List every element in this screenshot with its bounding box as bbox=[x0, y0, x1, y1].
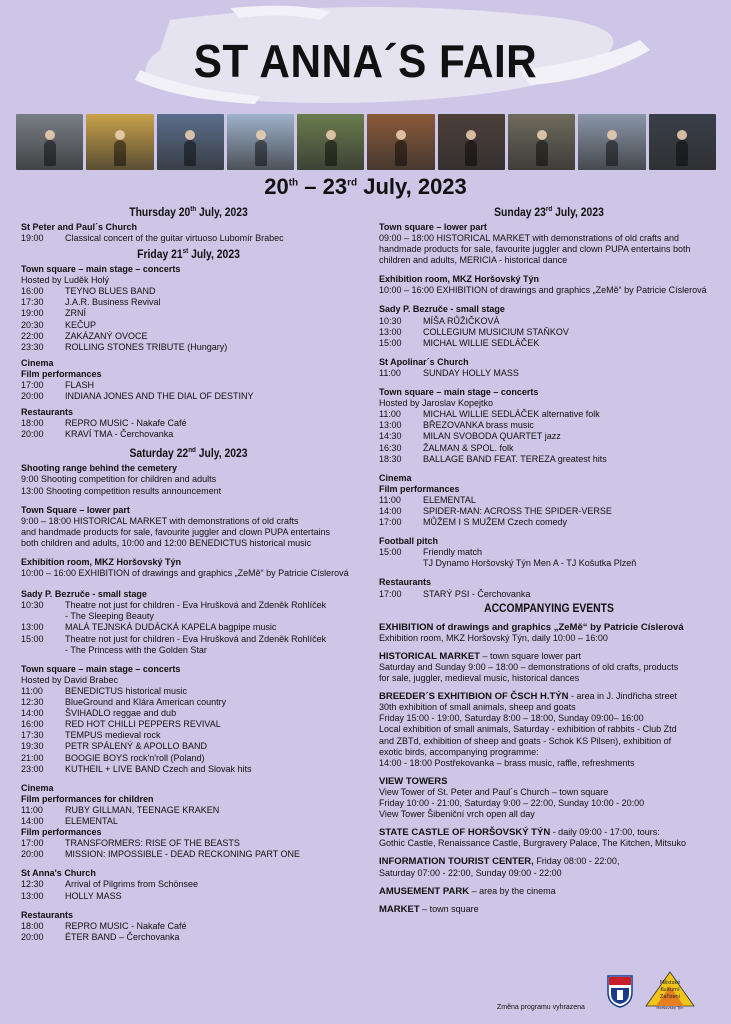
program-item: KUTHEIL + LIVE BAND Czech and Slovak hits bbox=[65, 763, 252, 774]
program-time: 16:00 bbox=[21, 286, 44, 297]
artist-photo bbox=[438, 114, 505, 170]
program-row bbox=[379, 443, 719, 454]
program-item: BENEDICTUS historical music bbox=[65, 685, 188, 696]
program-time: 12:30 bbox=[21, 697, 44, 708]
program-item: Friendly match TJ Dynamo Horšovský Týn Men A - TJ Košutka Plzeň bbox=[423, 547, 637, 569]
accompanying-event: INFORMATION TOURIST CENTER, Friday 08:00 - 22:00, Saturday 07:00 - 22:00, Sunday 09:00 - 22:00 bbox=[379, 856, 620, 878]
program-item: ZAKÁZANÝ OVOCE bbox=[65, 330, 148, 341]
program-row bbox=[379, 547, 719, 569]
program-item: Arrival of Pilgrims from Schönsee bbox=[65, 879, 199, 890]
program-row bbox=[379, 506, 719, 517]
text-line: children and adults, MERICIA - historical dance bbox=[379, 255, 568, 266]
program-time: 20:00 bbox=[21, 849, 44, 860]
program-item: MALÁ TEJNSKÁ DUDÁCKÁ KAPELA bagpipe music bbox=[65, 622, 277, 633]
accompanying-event: VIEW TOWERS View Tower of St. Peter and Paul´s Church – town square Friday 10:00 - 21:00, Saturday 9:00 – 22:00, Sunday 10:00 - 20:00 View Tower Šibeniční vrch open all day bbox=[379, 775, 645, 820]
program-item: RED HOT CHILLI PEPPERS REVIVAL bbox=[65, 719, 221, 730]
section-title: Town square – lower part bbox=[379, 221, 487, 232]
program-row bbox=[21, 418, 356, 429]
program-row bbox=[379, 368, 719, 379]
program-row bbox=[379, 327, 719, 338]
program-row bbox=[21, 331, 356, 342]
program-time: 13:00 bbox=[379, 326, 402, 337]
program-item: ŽALMAN & SPOL. folk bbox=[423, 442, 514, 453]
program-time: 16:30 bbox=[379, 442, 402, 453]
program-item: ŠVIHADLO reggae and dub bbox=[65, 708, 177, 719]
text-line: 13:00 Shooting competition results announcement bbox=[21, 485, 222, 496]
text-line: 10:00 – 16:00 EXHIBITION of drawings and graphics „ZeMě“ by Patricie Císlerová bbox=[21, 568, 349, 579]
day-heading-friday: Friday 21st July, 2023 bbox=[137, 248, 240, 261]
program-item: INDIANA JONES AND THE DIAL OF DESTINY bbox=[65, 391, 254, 402]
section-title: Restaurants bbox=[21, 909, 74, 920]
artist-photo bbox=[578, 114, 645, 170]
program-time: 13:00 bbox=[21, 890, 44, 901]
logo-text: Zařízení bbox=[659, 994, 681, 1000]
program-item: ROLLING STONES TRIBUTE (Hungary) bbox=[65, 341, 228, 352]
section-subtitle: Film performances bbox=[21, 368, 102, 379]
program-row bbox=[21, 634, 356, 656]
accompanying-heading: ACCOMPANYING EVENTS bbox=[484, 602, 614, 615]
program-row bbox=[21, 753, 356, 764]
program-row bbox=[379, 589, 719, 600]
program-time: 17:00 bbox=[21, 838, 44, 849]
section-host: Hosted by Jaroslav Kopejtko bbox=[379, 398, 494, 409]
accompanying-event: STATE CASTLE OF HORŠOVSKÝ TÝN - daily 09:00 - 17:00, tours: Gothic Castle, Renaissance Castle, Burgravery Palace, The Kitchen, Mitsuko bbox=[379, 827, 686, 849]
text-line: 09:00 – 18:00 HISTORICAL MARKET with demonstrations of old crafts and bbox=[379, 233, 679, 244]
program-item: MICHAL WILLIE SEDLÁČEK alternative folk bbox=[423, 409, 600, 420]
section-title: Restaurants bbox=[21, 407, 74, 418]
program-item: BlueGround and Klára American country bbox=[65, 697, 227, 708]
program-item: COLLEGIUM MUSICIUM STAŇKOV bbox=[423, 326, 569, 337]
program-time: 13:00 bbox=[379, 420, 402, 431]
right-column bbox=[379, 202, 719, 915]
program-row bbox=[21, 932, 356, 943]
program-item: MÍŠA RŮŽIČKOVÁ bbox=[423, 315, 500, 326]
program-row bbox=[21, 297, 356, 308]
program-row bbox=[379, 409, 719, 420]
program-item: MILAN SVOBODA QUARTET jazz bbox=[423, 431, 561, 442]
program-row bbox=[21, 921, 356, 932]
section-subtitle: Film performances bbox=[379, 483, 460, 494]
logo-text: Kulturní bbox=[660, 987, 680, 993]
program-time: 23:00 bbox=[21, 763, 44, 774]
program-item: KRAVÍ TMA - Čerchovanka bbox=[65, 429, 174, 440]
mkz-logo-icon bbox=[642, 970, 698, 1010]
program-time: 14:30 bbox=[379, 431, 402, 442]
artist-photo bbox=[157, 114, 224, 170]
program-time: 17:30 bbox=[21, 297, 44, 308]
program-time: 20:30 bbox=[21, 319, 44, 330]
day-heading-saturday: Saturday 22nd July, 2023 bbox=[129, 447, 248, 461]
program-time: 17:00 bbox=[21, 379, 44, 390]
section-host: Hosted by Luděk Holý bbox=[21, 275, 110, 286]
program-time: 14:00 bbox=[379, 505, 402, 516]
artist-photo bbox=[297, 114, 364, 170]
program-time: 11:00 bbox=[21, 685, 43, 696]
program-time: 11:00 bbox=[21, 804, 43, 815]
section-title: Cinema bbox=[21, 782, 54, 793]
program-time: 10:30 bbox=[21, 600, 44, 611]
program-time: 11:00 bbox=[379, 367, 401, 378]
program-row bbox=[21, 380, 356, 391]
artist-photo bbox=[86, 114, 153, 170]
section-title: Town square – main stage – concerts bbox=[21, 264, 181, 275]
program-item: SUNDAY HOLLY MASS bbox=[423, 367, 519, 378]
program-time: 16:00 bbox=[21, 719, 44, 730]
section-title: Town square – main stage – concerts bbox=[21, 663, 181, 674]
program-row bbox=[21, 342, 356, 353]
accompanying-event: AMUSEMENT PARK – area by the cinema bbox=[379, 885, 556, 897]
artist-photo-strip bbox=[16, 114, 716, 170]
artist-photo bbox=[227, 114, 294, 170]
section-title: Sady P. Bezruče - small stage bbox=[379, 304, 505, 315]
program-item: Theatre not just for children - Eva Hrušková and Zdeněk Rohlíček - The Princess with the Golden Star bbox=[65, 633, 327, 655]
section-title: Cinema bbox=[379, 472, 412, 483]
accompanying-event: MARKET – town square bbox=[379, 903, 479, 915]
program-item: REPRO MUSIC - Nakafe Café bbox=[65, 920, 187, 931]
program-row bbox=[21, 849, 356, 860]
program-row bbox=[21, 719, 356, 730]
program-row bbox=[21, 391, 356, 402]
program-time: 23:30 bbox=[21, 341, 44, 352]
program-time: 17:00 bbox=[379, 588, 402, 599]
program-row bbox=[21, 708, 356, 719]
program-row bbox=[21, 741, 356, 752]
program-row bbox=[21, 286, 356, 297]
program-time: 14:00 bbox=[21, 815, 44, 826]
program-row bbox=[21, 320, 356, 331]
program-time: 20:00 bbox=[21, 429, 44, 440]
section-title: St Peter and Paul´s Church bbox=[21, 221, 138, 232]
program-row bbox=[21, 429, 356, 440]
program-item: STARÝ PSI - Čerchovanka bbox=[423, 588, 531, 599]
program-time: 11:00 bbox=[379, 409, 401, 420]
program-time: 17:00 bbox=[379, 517, 402, 528]
program-row bbox=[21, 764, 356, 775]
program-item: MISSION: IMPOSSIBLE - DEAD RECKONING PART ONE bbox=[65, 849, 301, 860]
program-item: BOOGIE BOYS rock'n'roll (Poland) bbox=[65, 752, 205, 763]
program-time: 19:30 bbox=[21, 741, 44, 752]
section-subtitle: Film performances bbox=[21, 827, 102, 838]
section-title: St Anna's Church bbox=[21, 868, 96, 879]
program-time: 19:00 bbox=[21, 308, 44, 319]
logo-text: Horšovský Týn bbox=[656, 1005, 684, 1010]
accompanying-event: EXHIBITION of drawings and graphics „ZeMě“ by Patricie Císlerová Exhibition room, MKZ Horšovský Týn, daily 10:00 – 16:00 bbox=[379, 621, 684, 643]
logo-text: Městské bbox=[659, 980, 681, 986]
program-time: 20:00 bbox=[21, 931, 44, 942]
artist-photo bbox=[367, 114, 434, 170]
program-item: TEYNO BLUES BAND bbox=[65, 286, 156, 297]
program-item: KEČUP bbox=[65, 319, 97, 330]
date-range: 20th – 23rd July, 2023 bbox=[264, 174, 467, 199]
program-item: Theatre not just for children - Eva Hrušková and Zdeněk Rohlíček - The Sleeping Beauty bbox=[65, 600, 327, 622]
program-row bbox=[21, 308, 356, 319]
program-row bbox=[21, 805, 356, 816]
program-item: ELEMENTAL bbox=[423, 494, 476, 505]
program-item: FLASH bbox=[65, 379, 95, 390]
program-time: 15:00 bbox=[21, 633, 44, 644]
program-row bbox=[21, 816, 356, 827]
program-time: 10:30 bbox=[379, 315, 402, 326]
text-line: handmade products for sale, favourite juggler and clown PUPA entertains both bbox=[379, 244, 691, 255]
program-item: HOLLY MASS bbox=[65, 890, 122, 901]
text-line: 10:00 – 16:00 EXHIBITION of drawings and graphics „ZeMě“ by Patricie Císlerová bbox=[379, 285, 707, 296]
program-time: 11:00 bbox=[379, 494, 401, 505]
program-item: TEMPUS medieval rock bbox=[65, 730, 161, 741]
program-time: 17:30 bbox=[21, 730, 44, 741]
program-item: REPRO MUSIC - Nakafe Café bbox=[65, 418, 187, 429]
program-time: 12:30 bbox=[21, 879, 44, 890]
program-row bbox=[379, 517, 719, 528]
program-time: 18:00 bbox=[21, 920, 44, 931]
program-row bbox=[21, 879, 356, 890]
program-row bbox=[379, 495, 719, 506]
program-time: 18:30 bbox=[379, 453, 402, 464]
program-time: 14:00 bbox=[21, 708, 44, 719]
program-item: ÉTER BAND – Čerchovanka bbox=[65, 931, 180, 942]
day-heading-thursday: Thursday 20th July, 2023 bbox=[129, 206, 248, 219]
program-item: J.A.R. Business Revival bbox=[65, 297, 161, 308]
program-time: 18:00 bbox=[21, 418, 44, 429]
program-item: PETR SPÁLENÝ & APOLLO BAND bbox=[65, 741, 208, 752]
program-item: BALLAGE BAND FEAT. TEREZA greatest hits bbox=[423, 453, 607, 464]
program-change-note: Změna programu vyhrazena bbox=[497, 1004, 585, 1011]
program-row bbox=[21, 686, 356, 697]
section-subtitle: Film performances for children bbox=[21, 793, 154, 804]
artist-photo bbox=[649, 114, 716, 170]
section-title: Sady P. Bezruče - small stage bbox=[21, 589, 147, 600]
program-row bbox=[379, 431, 719, 442]
section-title: Football pitch bbox=[379, 536, 438, 547]
program-item: ZRNÍ bbox=[65, 308, 86, 319]
program-row bbox=[379, 454, 719, 465]
section-title: Exhibition room, MKZ Horšovský Týn bbox=[379, 274, 540, 285]
section-title: Restaurants bbox=[379, 577, 432, 588]
left-column bbox=[21, 202, 356, 943]
program-time: 13:00 bbox=[21, 622, 44, 633]
program-row bbox=[379, 316, 719, 327]
accompanying-event: BREEDER´S EXHITIBION OF ČSCH H.TÝN - area in J. Jindřicha street 30th exhibition of small animals, sheep and goats Friday 15:00 - 19:00, Saturday 8:00 – 18:00, Sunday 09:00– 16:00 Local exhibition of small animals, Saturday - exhibition of rabbits - Club Ztd and ZBTd, exhibition of sheep and goats - Schok KS Pilsen), exhibition of exotic birds, accompanying programme: 14:00 - 18:00 Postřekovanka – brass music, raffle, refreshments bbox=[379, 691, 678, 768]
text-line: and handmade products for sale, favourite juggler and clown PUPA entertains bbox=[21, 526, 331, 537]
program-row: 19:00 Classical concert of the guitar virtuoso Lubomír Brabec bbox=[21, 233, 284, 244]
program-row bbox=[21, 891, 356, 902]
artist-photo bbox=[508, 114, 575, 170]
section-title: Town Square – lower part bbox=[21, 504, 130, 515]
program-time: 20:00 bbox=[21, 391, 44, 402]
program-item: BŘEZOVANKA brass music bbox=[423, 420, 534, 431]
program-item: MŮŽEM I S MUŽEM Czech comedy bbox=[423, 517, 568, 528]
program-time: 21:00 bbox=[21, 752, 44, 763]
accompanying-event: HISTORICAL MARKET – town square lower part Saturday and Sunday 9:00 – 18:00 – demonstrations of old crafts, products for sale, juggler, medieval music, historical dances bbox=[379, 650, 679, 684]
program-row bbox=[21, 697, 356, 708]
program-item: TRANSFORMERS: RISE OF THE BEASTS bbox=[65, 838, 240, 849]
section-title: Town square – main stage – concerts bbox=[379, 387, 539, 398]
program-item: SPIDER-MAN: ACROSS THE SPIDER-VERSE bbox=[423, 505, 612, 516]
section-title: Shooting range behind the cemetery bbox=[21, 463, 178, 474]
program-row bbox=[21, 730, 356, 741]
program-time: 15:00 bbox=[379, 337, 402, 348]
artist-photo bbox=[16, 114, 83, 170]
town-coat-of-arms-icon bbox=[606, 974, 634, 1008]
text-line: 9:00 – 18:00 HISTORICAL MARKET with demonstrations of old crafts bbox=[21, 515, 299, 526]
text-line: both children and adults, 10:00 and 12:00 BENEDICTUS historical music bbox=[21, 537, 312, 548]
section-title: Cinema bbox=[21, 357, 54, 368]
program-row bbox=[21, 838, 356, 849]
section-title: St Apolinar´s Church bbox=[379, 356, 469, 367]
program-row bbox=[21, 622, 356, 633]
page-title: ST ANNA´S FAIR bbox=[193, 35, 538, 87]
program-item: MICHAL WILLIE SEDLÁČEK bbox=[423, 337, 540, 348]
program-row bbox=[379, 420, 719, 431]
text-line: 9:00 Shooting competition for children and adults bbox=[21, 474, 217, 485]
program-item: RUBY GILLMAN, TEENAGE KRAKEN bbox=[65, 804, 220, 815]
program-row bbox=[21, 600, 356, 622]
section-title: Exhibition room, MKZ Horšovský Týn bbox=[21, 557, 182, 568]
section-host: Hosted by David Brabec bbox=[21, 674, 119, 685]
logos bbox=[606, 970, 716, 1010]
program-item: ELEMENTAL bbox=[65, 815, 118, 826]
day-heading-sunday: Sunday 23rd July, 2023 bbox=[494, 206, 604, 219]
program-row bbox=[379, 338, 719, 349]
program-time: 15:00 bbox=[379, 547, 402, 558]
program-time: 22:00 bbox=[21, 330, 44, 341]
